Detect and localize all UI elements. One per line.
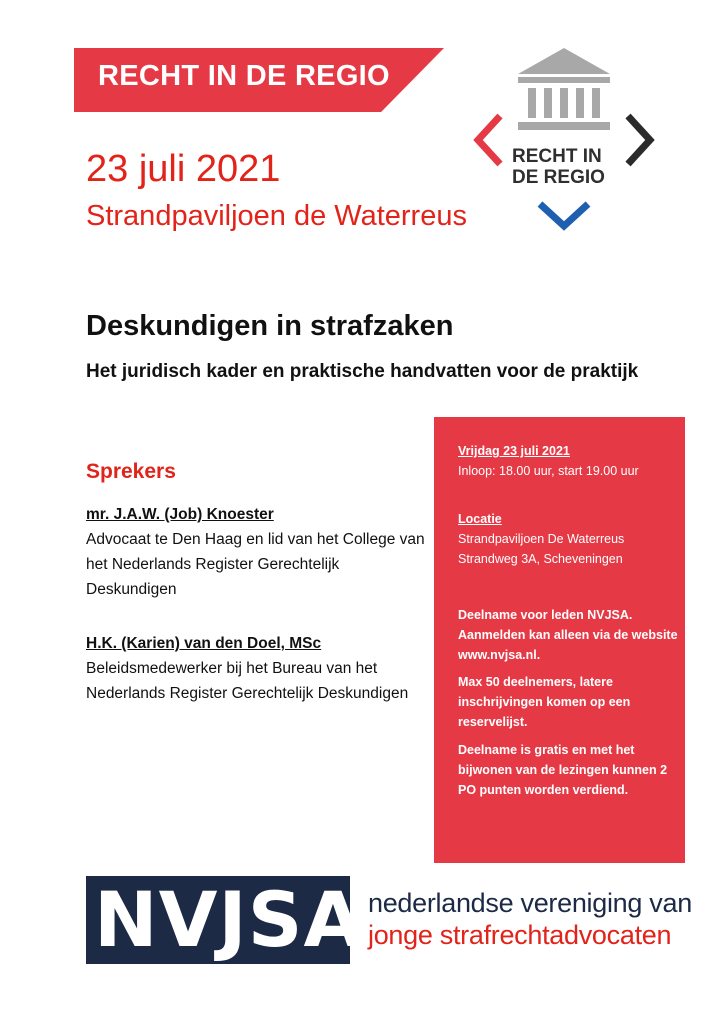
info-paragraph-membership: Deelname voor leden NVJSA. Aanmelden kan alleen via de website www.nvjsa.nl. <box>458 608 678 662</box>
location-block <box>458 509 678 569</box>
info-paragraph-credits: Deelname is gratis en met het bijwonen van de lezingen kunnen 2 PO punten worden verdiend. <box>458 743 668 797</box>
chevron-down-icon <box>540 204 588 226</box>
event-date: 23 juli 2021 <box>86 148 281 190</box>
location-line: Strandpaviljoen De Waterreus <box>458 532 625 546</box>
speaker-name: mr. J.A.W. (Job) Knoester <box>86 506 274 523</box>
logo-line-2: DE REGIO <box>512 167 605 188</box>
page-title: Deskundigen in strafzaken <box>86 310 454 342</box>
speaker-name: H.K. (Karien) van den Doel, MSc <box>86 635 322 652</box>
chevron-right-icon <box>628 116 650 164</box>
event-venue: Strandpaviljoen de Waterreus <box>86 200 467 232</box>
speaker-description: Beleidsmedewerker bij het Bureau van het Nederlands Register Gerechtelijk Deskundigen <box>86 660 409 702</box>
banner-title: RECHT IN DE REGIO <box>98 60 390 92</box>
recht-in-de-regio-logo <box>466 42 662 242</box>
info-box <box>434 417 685 863</box>
chevron-left-icon <box>478 116 500 164</box>
courthouse-icon <box>518 48 610 130</box>
nvjsa-logo-text: NVJSA <box>94 875 364 964</box>
speaker-description: Advocaat te Den Haag en lid van het College van het Nederlands Register Gerechtelijk Deskundigen <box>86 531 425 598</box>
speakers-heading: Sprekers <box>86 460 176 483</box>
nvjsa-tagline-1: nederlandse vereniging van <box>368 888 692 918</box>
speaker-item <box>86 502 426 602</box>
page-subtitle: Het juridisch kader en praktische handvatten voor de praktijk <box>86 361 639 382</box>
nvjsa-tagline-2: jonge strafrechtadvocaten <box>368 920 672 950</box>
location-label: Locatie <box>458 512 502 526</box>
time-text: Inloop: 18.00 uur, start 19.00 uur <box>458 464 639 478</box>
date-block <box>458 441 678 481</box>
speaker-item <box>86 631 426 706</box>
logo-wordmark <box>512 146 622 188</box>
logo-line-1: RECHT IN <box>512 146 602 167</box>
date-label: Vrijdag 23 juli 2021 <box>458 444 570 458</box>
location-line: Strandweg 3A, Scheveningen <box>458 552 623 566</box>
info-paragraph-capacity: Max 50 deelnemers, latere inschrijvingen komen op een reservelijst. <box>458 675 631 729</box>
